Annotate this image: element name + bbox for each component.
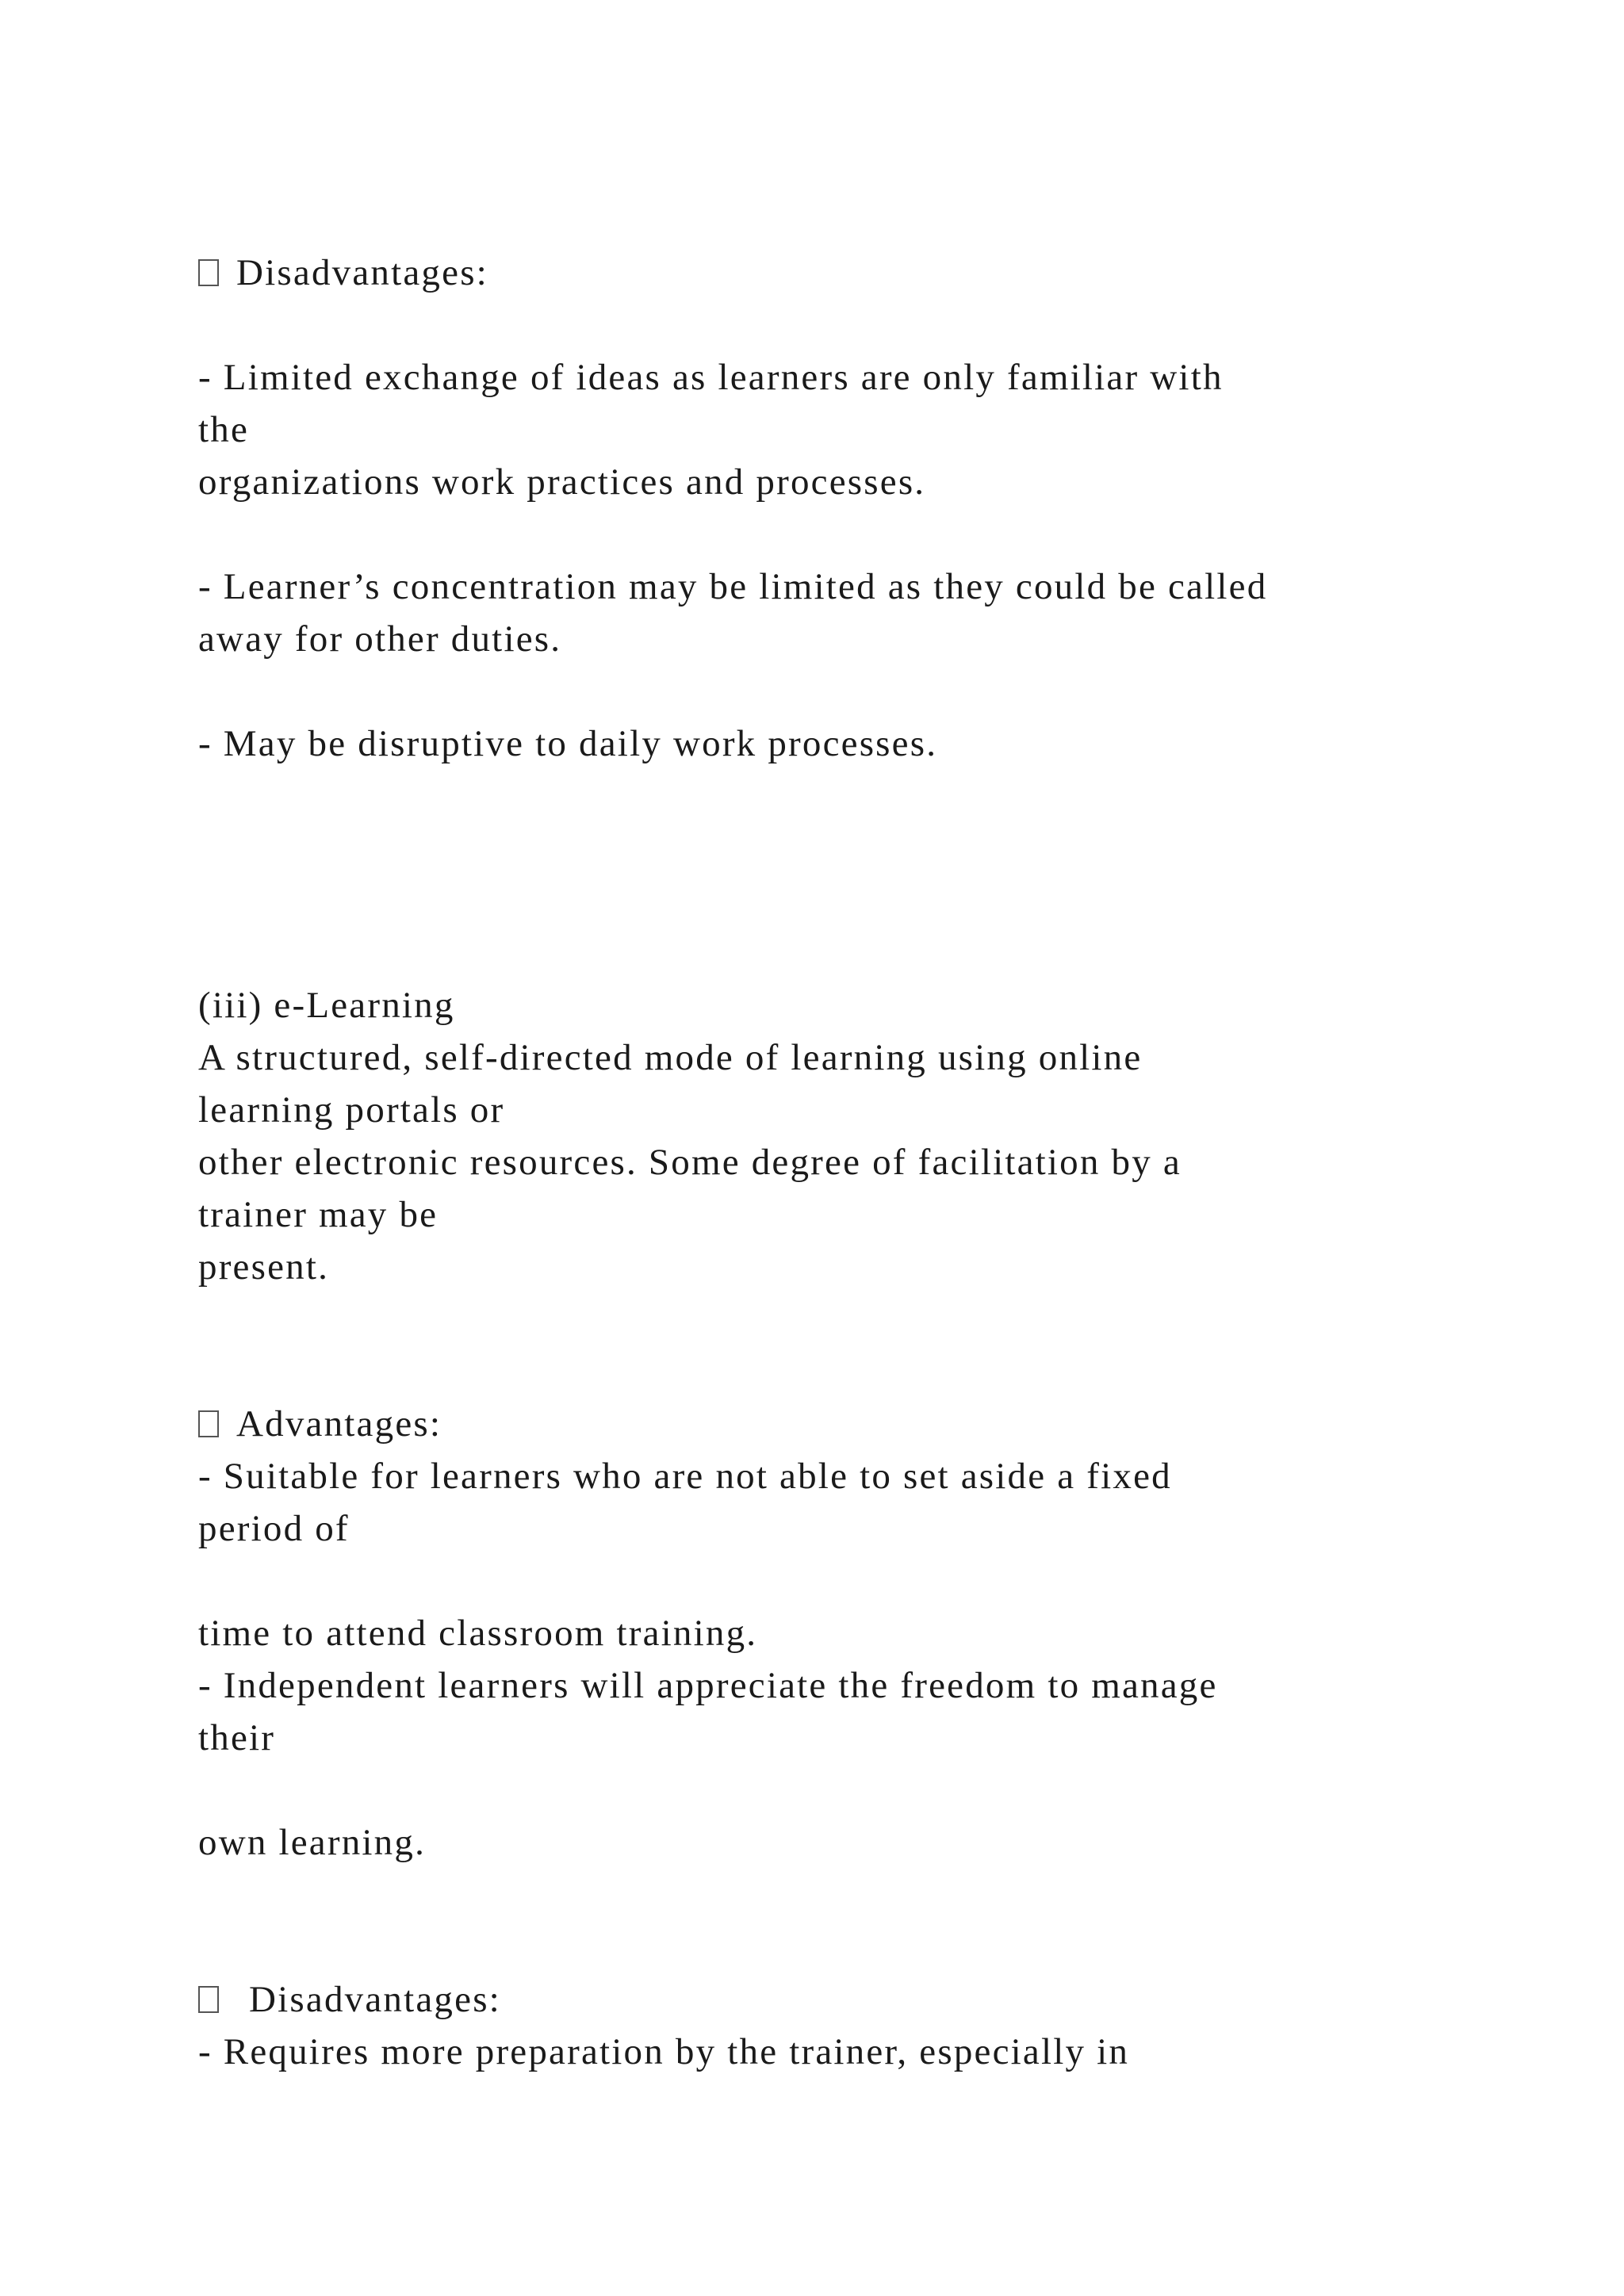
elearning-desc-line-4: trainer may be xyxy=(198,1194,439,1235)
disadvantage-elearning-1-line-1: - Requires more preparation by the trainer, especially in xyxy=(198,2031,1130,2072)
advantage-2-line-2: their xyxy=(198,1717,276,1758)
advantage-2-line-1: - Independent learners will appreciate the freedom to manage xyxy=(198,1665,1218,1706)
advantages-heading: Advantages: xyxy=(198,1398,1546,1450)
disadvantage-3-line-1: - May be disruptive to daily work processes. xyxy=(198,723,938,764)
elearning-desc-line-2: learning portals or xyxy=(198,1089,505,1131)
disadvantage-2-line-2: away for other duties. xyxy=(198,618,562,660)
disadvantages-heading-2: Disadvantages: xyxy=(198,1973,1546,2026)
disadvantage-1-line-3: organizations work practices and processes. xyxy=(198,461,926,503)
section-title-elearning: (iii) e-Learning xyxy=(198,985,455,1026)
bullet-box-icon xyxy=(198,259,219,286)
elearning-desc-line-5: present. xyxy=(198,1246,330,1288)
elearning-desc-line-3: other electronic resources. Some degree of facilitation by a xyxy=(198,1142,1182,1183)
advantage-1-line-1: - Suitable for learners who are not able to set aside a fixed xyxy=(198,1456,1172,1497)
advantage-2-line-3: own learning. xyxy=(198,1822,427,1863)
advantage-1-line-2: period of xyxy=(198,1508,350,1549)
bullet-box-icon xyxy=(198,1986,219,2013)
elearning-desc-line-1: A structured, self-directed mode of learning using online xyxy=(198,1037,1143,1078)
disadvantage-1-line-2: the xyxy=(198,409,250,450)
disadvantage-1-line-1: - Limited exchange of ideas as learners are only familiar with xyxy=(198,357,1224,398)
disadvantage-2-line-1: - Learner’s concentration may be limited as they could be called xyxy=(198,566,1268,607)
document-body xyxy=(198,247,1546,2078)
bullet-box-icon xyxy=(198,1410,219,1437)
advantage-1-line-3: time to attend classroom training. xyxy=(198,1613,758,1654)
disadvantages-heading-1: Disadvantages: xyxy=(198,247,1546,299)
